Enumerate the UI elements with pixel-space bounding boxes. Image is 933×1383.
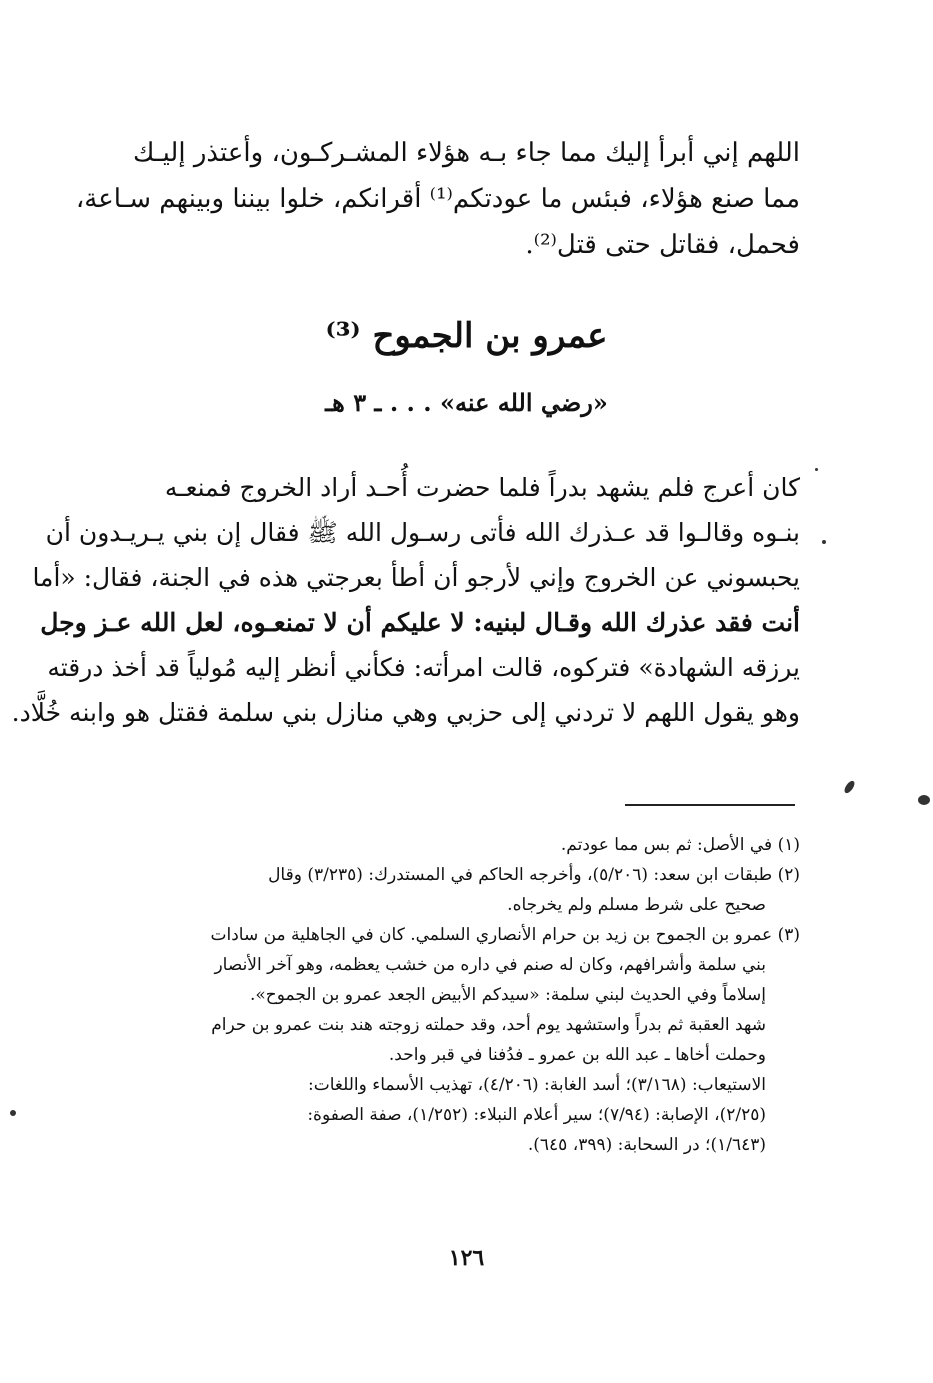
scan-speck: [815, 468, 818, 471]
page-number: ١٢٦: [448, 1245, 485, 1271]
intro-line: فحمل، فقاتل حتى قتل⁽²⁾.: [525, 230, 800, 260]
intro-line: اللهم إني أبرأ إليك مما جاء بـه هؤلاء المشـركـون، وأعتذر إليـك: [133, 138, 800, 168]
section-subtitle: «رضي الله عنه» . . . ـ ٣ هـ: [325, 388, 608, 417]
biography-paragraph: [11, 465, 800, 735]
scan-speck: [918, 795, 930, 805]
footnote-line: (٢) طبقات ابن سعد: (٥/٢٠٦)، وأخرجه الحاكم في المستدرك: (٣/٢٣٥) وقال: [268, 865, 800, 885]
footnote-line: (٢/٢٥)، الإصابة: (٧/٩٤)؛ سير أعلام النبلاء: (١/٢٥٢)، صفة الصفوة:: [307, 1105, 766, 1125]
footnote-divider: [625, 804, 795, 806]
footnote-line: بني سلمة وأشرافهم، وكان له صنم في داره من خشب يعظمه، وهو آخر الأنصار: [214, 955, 766, 975]
scan-speck: [10, 1110, 16, 1116]
body-line: وهو يقول اللهم لا تردني إلى حزبي وهي منازل بني سلمة فقتل هو وابنه خُلَّاد.: [11, 698, 800, 727]
body-line: يرزقه الشهادة» فتركوه، قالت امرأته: فكأني أنظر إليه مُولياً قد أخذ درقته: [47, 653, 800, 682]
footnote-line: شهد العقبة ثم بدراً واستشهد يوم أحد، وقد حملته زوجته هند بنت عمرو بن حرام: [211, 1015, 766, 1035]
intro-paragraph: [75, 130, 800, 268]
body-line: كان أعرج فلم يشهد بدراً فلما حضرت أُحـد أراد الخروج فمنعـه: [164, 473, 800, 502]
footnote-line: (١) في الأصل: ثم بس مما عودتم.: [560, 835, 800, 855]
footnote-line: صحيح على شرط مسلم ولم يخرجاه.: [507, 895, 766, 915]
footnote-line: (٣) عمرو بن الجموح بن زيد بن حرام الأنصاري السلمي. كان في الجاهلية من سادات: [210, 925, 800, 945]
footnote-line: الاستيعاب: (٣/١٦٨)؛ أسد الغابة: (٤/٢٠٦)، تهذيب الأسماء واللغات:: [307, 1075, 766, 1095]
section-title: عمرو بن الجموح ⁽³⁾: [325, 316, 608, 356]
footnote-line: إسلاماً وفي الحديث لبني سلمة: «سيدكم الأبيض الجعد عمرو بن الجموح».: [249, 985, 766, 1005]
footnote-line: (١/٦٤٣)؛ در السحابة: (٣٩٩، ٦٤٥).: [527, 1135, 766, 1155]
footnotes: [100, 830, 800, 1160]
body-line: يحبسوني عن الخروج وإني لأرجو أن أطأ بعرجتي هذه في الجنة، فقال: «أما: [32, 563, 800, 592]
body-line: أنت فقد عذرك الله وقـال لبنيه: لا عليكم أن لا تمنعـوه، لعل الله عـز وجل: [40, 608, 800, 637]
body-line: بنـوه وقالـوا قد عـذرك الله فأتى رسـول الله ﷺ فقال إن بني يـريـدون أن: [45, 518, 800, 547]
intro-line: مما صنع هؤلاء، فبئس ما عودتكم⁽¹⁾ أقرانكم، خلوا بيننا وبينهم سـاعة،: [75, 184, 800, 214]
scan-speck: [843, 779, 857, 794]
scan-speck: [822, 540, 826, 544]
footnote-line: وحملت أخاها ـ عبد الله بن عمرو ـ فدُفنا في قبر واحد.: [388, 1045, 766, 1065]
